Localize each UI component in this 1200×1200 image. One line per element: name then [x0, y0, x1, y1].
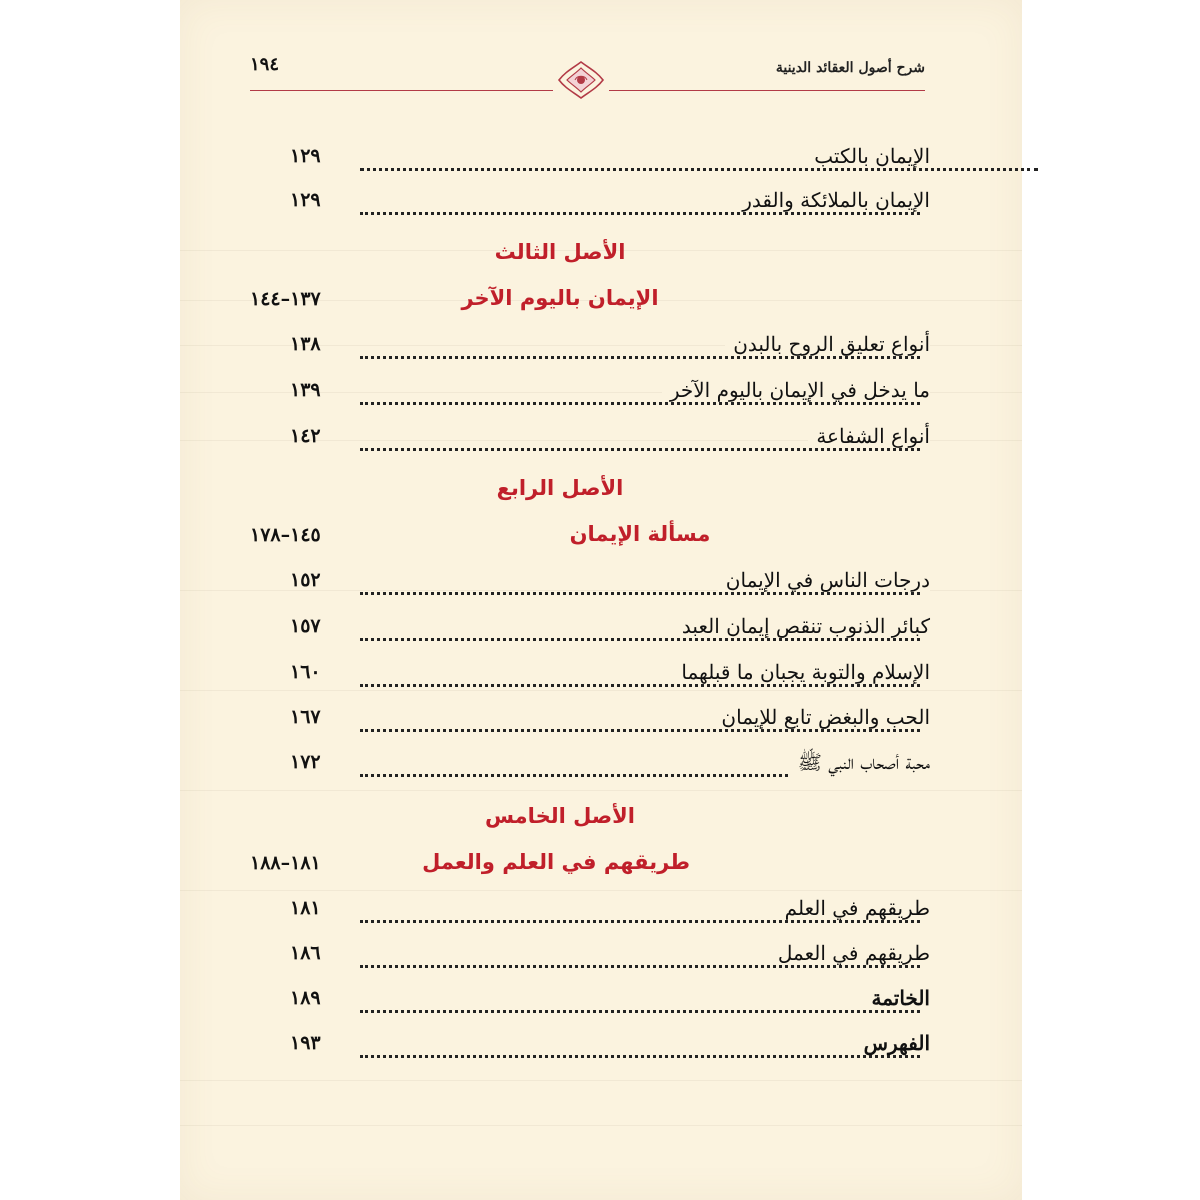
toc-entry: [250, 188, 930, 220]
entry-page: ١٨٦: [290, 942, 321, 964]
toc-entry: [250, 424, 930, 456]
section-heading: الأصل الخامس: [485, 804, 635, 828]
entry-label: طريقهم في العلم: [777, 896, 930, 920]
toc-entry: [250, 378, 930, 410]
page-number: ١٩٤: [250, 54, 280, 75]
entry-page: ١٥٢: [290, 569, 321, 591]
entry-label: الإسلام والتوبة يجبان ما قبلهما: [673, 660, 930, 684]
toc-entry: [250, 986, 930, 1018]
dot-leader: [360, 1052, 920, 1058]
entry-label: الحب والبغض تابع للإيمان: [713, 705, 930, 729]
entry-page: ١٨١: [290, 897, 321, 919]
entry-label: كبائر الذنوب تنقص إيمان العبد: [674, 614, 930, 638]
toc-entry: [250, 144, 930, 176]
entry-page: ١٢٩: [290, 189, 321, 211]
entry-label: درجات الناس في الإيمان: [718, 568, 930, 592]
topic-page-range: ١٨١–١٨٨: [250, 852, 321, 874]
entry-page: ١٨٩: [290, 987, 321, 1009]
topic-page-range: ١٣٧–١٤٤: [250, 288, 321, 310]
entry-label: محبة أصحاب النبي ﷺ: [790, 750, 930, 779]
topic-heading: [250, 850, 930, 884]
entry-page: ١٤٢: [290, 425, 321, 447]
dot-leader: [360, 1007, 920, 1013]
toc-entry: [250, 705, 930, 737]
topic-title: مسألة الإيمان: [569, 522, 711, 546]
entry-page: ١٣٩: [290, 379, 321, 401]
toc-entry: [250, 941, 930, 973]
topic-heading: [250, 522, 930, 556]
section-heading: الأصل الثالث: [494, 240, 626, 264]
entry-label: طريقهم في العمل: [770, 941, 930, 965]
entry-label: الإيمان بالملائكة والقدر: [734, 188, 930, 212]
entry-page: ١٢٩: [290, 145, 321, 167]
toc-entry: [250, 660, 930, 692]
entry-page: ١٧٢: [290, 751, 321, 773]
book-page: [180, 0, 1022, 1200]
entry-label: ما يدخل في الإيمان باليوم الآخر: [662, 378, 930, 402]
entry-label: أنواع الشفاعة: [808, 424, 930, 448]
toc-entry: [250, 568, 930, 600]
floral-ornament-icon: [553, 58, 609, 102]
topic-page-range: ١٤٥–١٧٨: [250, 524, 321, 546]
entry-page: ١٥٧: [290, 615, 321, 637]
topic-title: طريقهم في العلم والعمل: [422, 850, 690, 874]
topic-heading: [250, 286, 930, 320]
toc-entry: [250, 896, 930, 928]
entry-label: الفهرس: [856, 1031, 930, 1055]
entry-label: الخاتمة: [863, 986, 930, 1010]
entry-label: الإيمان بالكتب: [806, 144, 930, 168]
entry-page: ١٩٣: [290, 1032, 321, 1054]
entry-page: ١٣٨: [290, 333, 321, 355]
toc-entry: [250, 750, 930, 782]
topic-title: الإيمان باليوم الآخر: [461, 286, 659, 310]
toc-entry: [250, 332, 930, 364]
entry-page: ١٦٧: [290, 706, 321, 728]
dot-leader: [360, 165, 1038, 171]
toc-entry: [250, 614, 930, 646]
toc-entry: [250, 1031, 930, 1063]
section-heading: الأصل الرابع: [496, 476, 624, 500]
entry-page: ١٦٠: [290, 661, 321, 683]
entry-label: أنواع تعليق الروح بالبدن: [725, 332, 930, 356]
book-title: شرح أصول العقائد الدينية: [775, 60, 925, 76]
